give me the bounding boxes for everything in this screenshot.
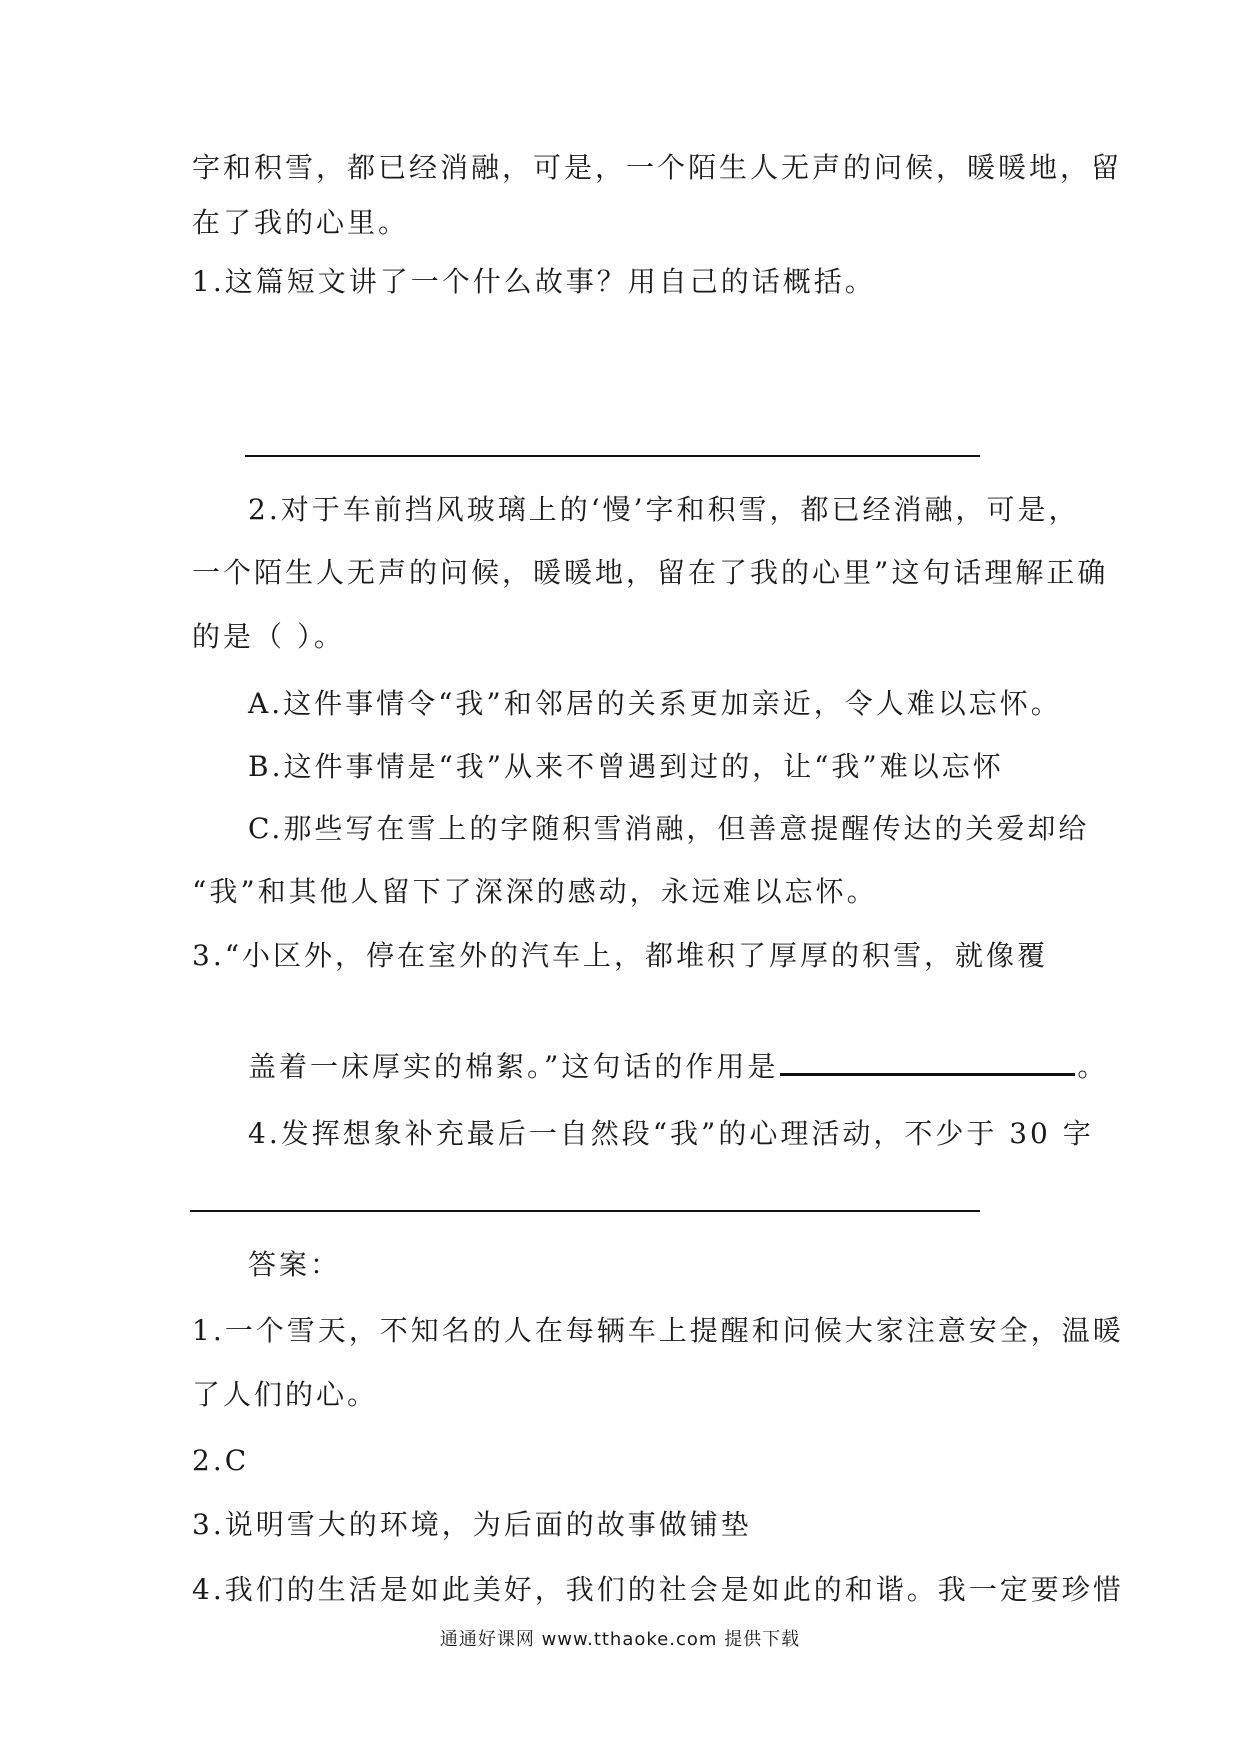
passage-line-2: 在了我的心里。: [192, 206, 410, 239]
question-3-line-2: [248, 1043, 1108, 1087]
question-3-line-1: 3.“小区外，停在室外的汽车上，都堆积了厚厚的积雪，就像覆: [192, 939, 1049, 972]
answers-heading: 答案：: [248, 1248, 342, 1281]
question-3-text: 盖着一床厚实的棉絮。”这句话的作用是: [248, 1050, 779, 1083]
answer-4: 4.我们的生活是如此美好，我们的社会是如此的和谐。我一定要珍惜: [192, 1573, 1124, 1606]
answer-1-line-2: 了人们的心。: [192, 1378, 379, 1411]
question-3-end: 。: [1077, 1050, 1109, 1083]
answer-1-line-1: 1.一个雪天，不知名的人在每辆车上提醒和问候大家注意安全，温暖: [192, 1314, 1124, 1347]
question-2-line-2: 一个陌生人无声的问候，暖暖地，留在了我的心里”这句话理解正确: [192, 556, 1109, 589]
answer-line-1: [245, 455, 980, 457]
answer-line-4: [190, 1210, 980, 1212]
question-2-line-3: 的是（ ）。: [192, 620, 345, 653]
fill-in-blank: [780, 1043, 1075, 1076]
option-b: B.这件事情是“我”从来不曾遇到过的，让“我”难以忘怀: [248, 750, 1004, 783]
option-c-line-2: “我”和其他人留下了深深的感动，永远难以忘怀。: [192, 875, 878, 908]
question-1: 1.这篇短文讲了一个什么故事？用自己的话概括。: [192, 265, 876, 298]
answer-3: 3.说明雪大的环境，为后面的故事做铺垫: [192, 1508, 752, 1541]
answer-2: 2.C: [192, 1444, 250, 1477]
option-a: A.这件事情令“我”和邻居的关系更加亲近，令人难以忘怀。: [248, 687, 1062, 720]
question-2-line-1: 2.对于车前挡风玻璃上的‘慢’字和积雪，都已经消融，可是，: [248, 493, 1080, 526]
option-c-line-1: C.那些写在雪上的字随积雪消融，但善意提醒传达的关爱却给: [248, 812, 1090, 845]
passage-line-1: 字和积雪，都已经消融，可是，一个陌生人无声的问候，暖暖地，留: [192, 151, 1123, 184]
page-footer: 通通好课网 www.tthaoke.com 提供下载: [439, 1629, 801, 1650]
question-4: 4.发挥想象补充最后一自然段“我”的心理活动，不少于 30 字: [248, 1117, 1094, 1150]
